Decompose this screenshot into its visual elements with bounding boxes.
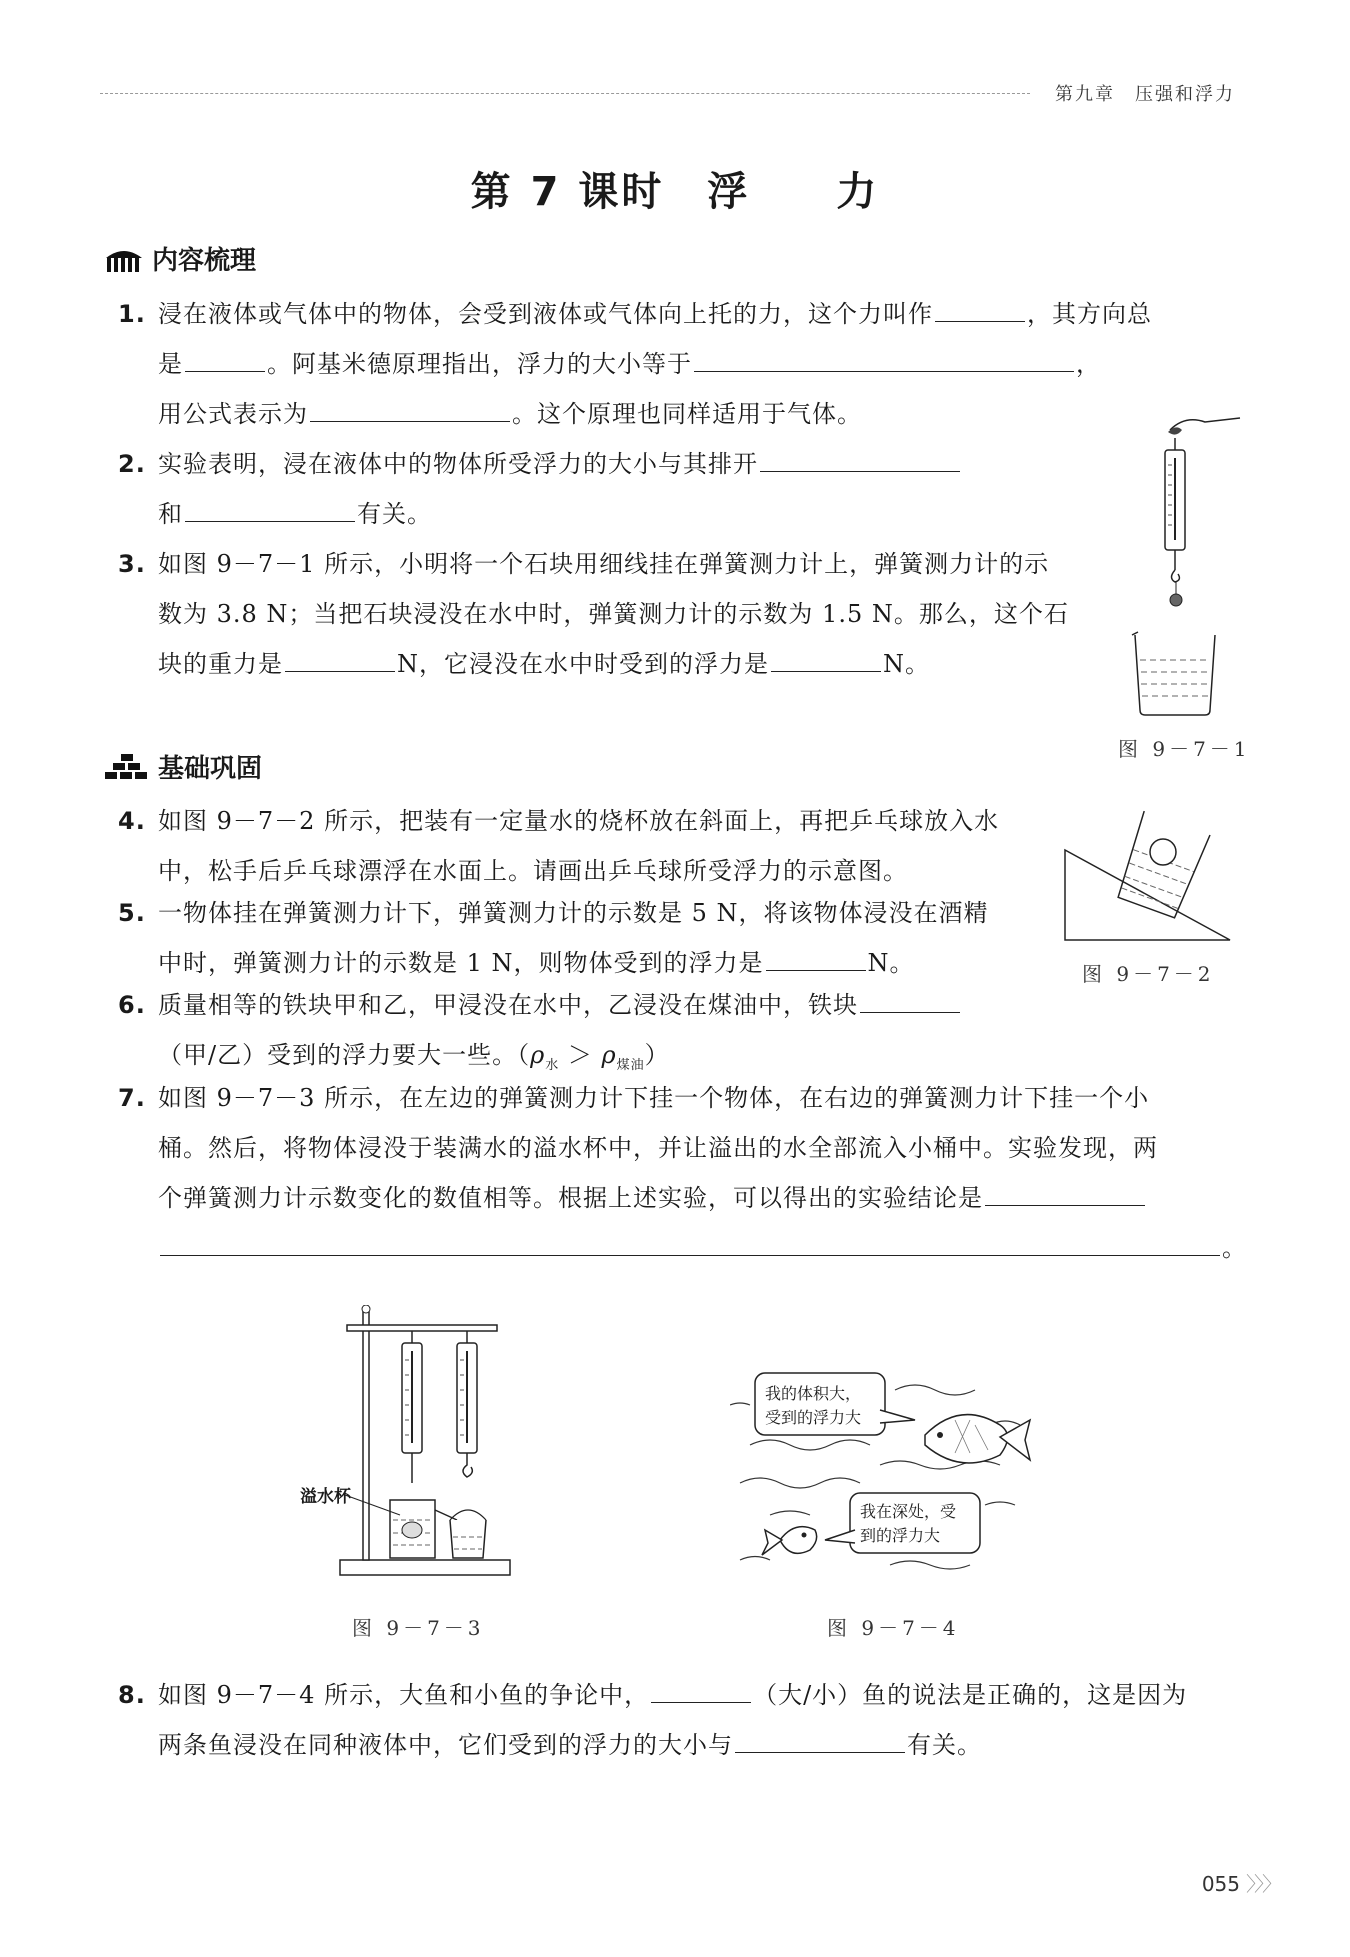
greater-than: ＞ (559, 1041, 602, 1069)
question-text: 质量相等的铁块甲和乙，甲浸没在水中，乙浸没在煤油中，铁块 (158, 991, 858, 1019)
figure-overflow-experiment (295, 1305, 525, 1580)
question-text: 数为 3.8 N；当把石块浸没在水中时，弹簧测力计的示数为 1.5 N。那么，这个石 (158, 600, 1069, 628)
question-4 (118, 796, 999, 896)
figure-spring-scale (1110, 410, 1250, 730)
answer-blank[interactable] (185, 495, 355, 522)
answer-blank[interactable] (985, 1179, 1145, 1206)
question-text: 两条鱼浸没在同种液体中，它们受到的浮力的大小与 (158, 1731, 733, 1759)
rho-symbol: ρ (601, 1041, 617, 1069)
figure-incline-beaker (1060, 800, 1240, 950)
question-3 (118, 539, 1069, 689)
subscript-water: 水 (545, 1057, 560, 1073)
speech-line: 我在深处，受 (860, 1502, 957, 1521)
section-title: 基础巩固 (158, 754, 263, 784)
question-text: 实验表明，浸在液体中的物体所受浮力的大小与其排开 (158, 450, 758, 478)
bricks-icon (104, 752, 150, 782)
figure-caption: 图 9－7－2 (1082, 962, 1215, 986)
question-text: 块的重力是 (158, 650, 283, 678)
section-title: 内容梳理 (152, 246, 257, 276)
answer-blank[interactable] (935, 295, 1025, 322)
section-basics (104, 748, 262, 785)
figure-caption: 图 9－7－1 (1118, 737, 1251, 761)
answer-blank[interactable] (860, 986, 960, 1013)
question-number: 8. (118, 1681, 146, 1709)
big-fish-speech (765, 1382, 861, 1430)
question-text: 用公式表示为 (158, 400, 308, 428)
rho-symbol: ρ (530, 1041, 546, 1069)
answer-blank[interactable] (766, 944, 866, 971)
question-text: 一物体挂在弹簧测力计下，弹簧测力计的示数是 5 N，将该物体浸没在酒精 (158, 899, 989, 927)
question-text: 浸在液体或气体中的物体，会受到液体或气体向上托的力，这个力叫作 (158, 300, 933, 328)
question-number: 5. (118, 899, 146, 927)
question-2 (118, 439, 962, 539)
question-text: 是 (158, 350, 183, 378)
running-head: 第九章 压强和浮力 (1055, 84, 1235, 105)
question-text: 。这个原理也同样适用于气体。 (512, 400, 862, 428)
answer-blank[interactable] (735, 1726, 905, 1753)
question-text: （大/小）鱼的说法是正确的，这是因为 (753, 1681, 1188, 1709)
question-text: N，它浸没在水中时受到的浮力是 (397, 650, 769, 678)
question-5 (118, 888, 989, 988)
question-8 (118, 1670, 1187, 1770)
figure-caption: 图 9－7－3 (352, 1616, 485, 1640)
section-content (104, 240, 256, 277)
question-number: 4. (118, 807, 146, 835)
question-text: 如图 9－7－1 所示，小明将一个石块用细线挂在弹簧测力计上，弹簧测力计的示 (158, 550, 1050, 578)
question-text: ，其方向总 (1027, 300, 1152, 328)
page-title: 第 7 课时 浮 力 (470, 169, 880, 215)
speech-line: 到的浮力大 (860, 1526, 941, 1545)
question-text: 中时，弹簧测力计的示数是 1 N，则物体受到的浮力是 (158, 949, 764, 977)
question-text: 如图 9－7－4 所示，大鱼和小鱼的争论中， (158, 1681, 650, 1709)
question-text: 中，松手后乒乓球漂浮在水面上。请画出乒乓球所受浮力的示意图。 (158, 857, 908, 885)
question-text: （甲/乙）受到的浮力要大一些。（ (158, 1041, 531, 1069)
answer-blank[interactable] (185, 345, 265, 372)
question-text: 如图 9－7－3 所示，在左边的弹簧测力计下挂一个物体，在右边的弹簧测力计下挂一个小 (158, 1084, 1150, 1112)
figure-caption: 图 9－7－4 (827, 1616, 960, 1640)
question-text: ） (644, 1041, 670, 1069)
speech-line: 受到的浮力大 (765, 1408, 862, 1427)
question-number: 2. (118, 450, 146, 478)
question-number: 7. (118, 1084, 146, 1112)
question-7 (118, 1073, 1247, 1273)
page-number-value: 055 (1201, 1872, 1240, 1896)
header-rule (100, 93, 1030, 94)
answer-blank[interactable] (651, 1676, 751, 1703)
answer-blank[interactable] (694, 345, 1074, 372)
page-arrows: 〉〉〉 (1246, 1872, 1280, 1896)
question-text: 。阿基米德原理指出，浮力的大小等于 (267, 350, 692, 378)
question-text: ， (1076, 350, 1101, 378)
answer-blank[interactable] (771, 645, 881, 672)
columns-icon (104, 244, 144, 274)
question-number: 3. (118, 550, 146, 578)
question-text: 和 (158, 500, 183, 528)
question-text: 有关。 (907, 1731, 982, 1759)
question-text: 有关。 (357, 500, 432, 528)
speech-line: 我的体积大， (765, 1384, 862, 1403)
small-fish-speech (860, 1500, 956, 1548)
question-text: N。 (883, 650, 930, 678)
question-text: 如图 9－7－2 所示，把装有一定量水的烧杯放在斜面上，再把乒乓球放入水 (158, 807, 1000, 835)
answer-blank[interactable] (285, 645, 395, 672)
question-text: 桶。然后，将物体浸没于装满水的溢水杯中，并让溢出的水全部流入小桶中。实验发现，两 (158, 1134, 1158, 1162)
question-number: 6. (118, 991, 146, 1019)
answer-blank[interactable] (160, 1229, 1220, 1256)
subscript-kerosene: 煤油 (616, 1057, 645, 1073)
question-text: 个弹簧测力计示数变化的数值相等。根据上述实验，可以得出的实验结论是 (158, 1184, 983, 1212)
answer-blank[interactable] (760, 445, 960, 472)
answer-blank[interactable] (310, 395, 510, 422)
question-text: N。 (867, 949, 915, 977)
question-text: 。 (1222, 1234, 1247, 1262)
question-number: 1. (118, 300, 146, 328)
page-number (1202, 1868, 1280, 1897)
overflow-cup-label: 溢水杯 (300, 1487, 351, 1507)
question-1 (118, 289, 1152, 439)
